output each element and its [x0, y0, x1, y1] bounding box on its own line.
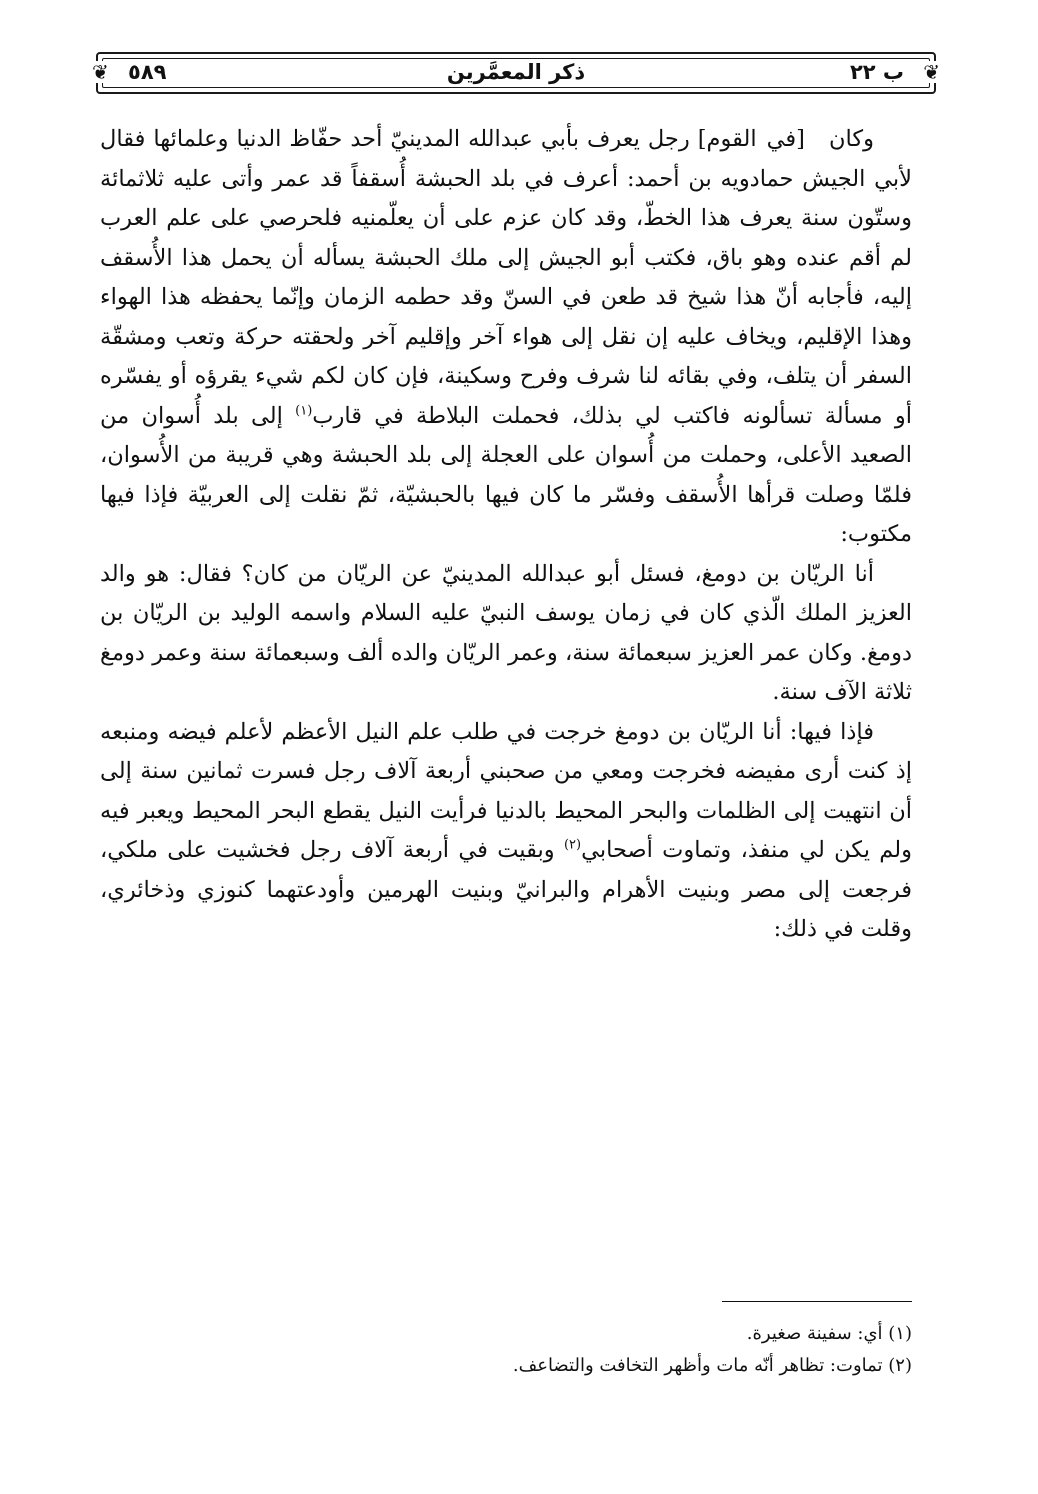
footnotes — [500, 1318, 912, 1382]
page-number: ٥٨٩ — [122, 59, 172, 85]
page-title: ذكر المعمَّرين — [441, 59, 591, 85]
paragraph-2 — [100, 555, 912, 713]
footnote-1: (١) أي: سفينة صغيرة. — [746, 1323, 912, 1344]
editorial-insertion: [في القوم] — [697, 126, 805, 152]
chapter-label: ب ٢٢ — [844, 59, 910, 85]
header-ornament-right-icon: ❦ — [923, 60, 940, 84]
paragraph-1-end: إلى بلد أُسوان من الصعيد الأعلى، وحملت من أُسوان على العجلة إلى بلد الحبشة وهي قريبة من الأُسوان، فلمّا وصلت قرأها الأُسقف وفسّر ما كان فيها بالحبشيّة، ثمّ نقلت إلى العربيّة فإذا فيها مكتوب: — [100, 402, 912, 547]
paragraph-1-start: وكان — [829, 126, 874, 152]
footnote-2: (٢) تماوت: تظاهر أنّه مات وأظهر التخافت والتضاعف. — [512, 1355, 912, 1376]
footnote-ref-2[interactable]: (٢) — [563, 837, 582, 853]
paragraph-3-end: وبقيت في أربعة آلاف رجل فخشيت على ملكي، فرجعت إلى مصر وبنيت الأهرام والبرانيّ وبنيت الهرمين وأودعتهما كنوزي وذخائري، وقلت في ذلك: — [100, 837, 912, 942]
paragraph-3 — [100, 713, 912, 950]
header-ornament-left-icon: ❦ — [92, 60, 109, 84]
paragraph-1 — [100, 120, 912, 555]
running-header — [92, 52, 940, 94]
paragraph-3-text: فإذا فيها: أنا الريّان بن دومغ خرجت في طلب علم النيل الأعظم لأعلم فيضه ومنبعه إذ كنت أرى مفيضه فخرجت ومعي من صحبني أربعة آلاف رجل فسرت ثمانين سنة إلى أن انتهيت إلى الظلمات والبحر المحيط بالدنيا فرأيت النيل يقطع البحر المحيط ويعبر فيه ولم يكن لي منفذ، وتماوت أصحابي — [100, 718, 912, 863]
paragraph-1-text: رجل يعرف بأبي عبدالله المدينيّ أحد حفّاظ الدنيا وعلمائها فقال لأبي الجيش حمادويه بن أحمد: أعرف في بلد الحبشة أُسقفاً قد عمر وأتى عليه ثلاثمائة وستّون سنة يعرف هذا الخطّ، وقد كان عزم على أن يعلّمنيه فلحرصي على علم العرب لم أقم عنده وهو باق، فكتب أبو الجيش إلى ملك الحبشة يسأله أن يحمل هذا الأُسقف إليه، فأجابه أنّ هذا شيخ قد طعن في السنّ وقد حطمه الزمان وإنّما يحفظه هذا الهواء وهذا الإقليم، ويخاف عليه إن نقل إلى هواء آخر وإقليم آخر ولحقته حركة وتعب ومشقّة السفر أن يتلف، وفي بقائه لنا شرف وفرح وسكينة، فإن كان لكم شيء يقرؤه أو يفسّره أو مسألة تسألونه فاكتب لي بذلك، فحملت البلاطة في قارب — [100, 126, 912, 429]
footnote-divider — [722, 1301, 912, 1302]
main-text — [100, 120, 912, 950]
paragraph-2-text: أنا الريّان بن دومغ، فسئل أبو عبدالله المدينيّ عن الريّان من كان؟ فقال: هو والد العزيز الملك الّذي كان في زمان يوسف النبيّ عليه السلام واسمه الوليد بن الريّان بن دومغ. وكان عمر العزيز سبعمائة سنة، وعمر الريّان والده ألف وسبعمائة سنة وعمر دومغ ثلاثة الآف سنة. — [100, 560, 912, 705]
footnote-ref-1[interactable]: (١) — [295, 403, 313, 418]
